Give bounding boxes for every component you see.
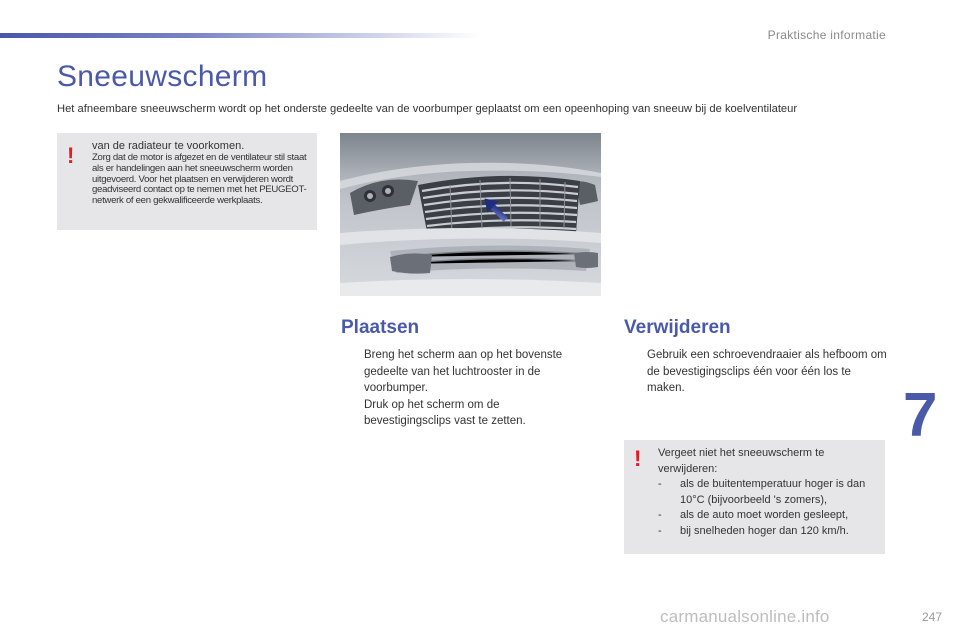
step-item (341, 397, 586, 430)
exclamation-icon: ! (634, 446, 642, 471)
page-number: 247 (921, 610, 942, 624)
warning-first-line: van de radiateur te voorkomen. (92, 140, 245, 152)
header-accent-bar (0, 33, 480, 38)
dash-bullet: - (658, 524, 662, 537)
warning-box-bottom (624, 440, 885, 554)
warning-item-text: als de buitentemperatuur hoger is dan 10°C (bijvoorbeeld 's zomers), (680, 478, 866, 506)
warning-item-text: als de auto moet worden gesleept, (680, 509, 849, 522)
warning-body: Zorg dat de motor is afgezet en de ventilateur stil staat als er handelingen aan het sneeuwscherm worden uitgevoerd. Voor het plaatsen en verwijderen wordt geadviseerd contact op te nemen met het PEUGEOT-netwerk of een gekwalificeerde werkplaats. (92, 152, 307, 207)
page-title: Sneeuwscherm (57, 60, 268, 93)
warning-body (658, 446, 880, 540)
warning-item (658, 477, 880, 508)
watermark: carmanualsonline.info (660, 607, 830, 626)
chapter-number: 7 (903, 381, 938, 450)
dash-bullet: - (658, 509, 662, 522)
step-item (624, 347, 889, 397)
warning-item (658, 524, 880, 540)
dash-bullet: - (658, 478, 662, 491)
warning-item-text: bij snelheden hoger dan 120 km/h. (680, 524, 849, 537)
step-text: Druk op het scherm om de bevestigingsclips vast te zetten. (364, 398, 526, 427)
section-label: Praktische informatie (767, 28, 886, 42)
plaatsen-steps (341, 347, 586, 430)
warning-intro: Vergeet niet het sneeuwscherm te verwijderen: (658, 447, 825, 475)
exclamation-icon: ! (67, 143, 75, 168)
warning-box-top (57, 133, 317, 230)
warning-item (658, 508, 880, 524)
verwijderen-steps (624, 347, 889, 397)
step-text: Breng het scherm aan op het bovenste gedeelte van het luchtrooster in de voorbumper. (364, 349, 563, 394)
step-text: Gebruik een schroevendraaier als hefboom om de bevestigingsclips één voor één los te maken. (647, 349, 887, 394)
plaatsen-heading: Plaatsen (341, 317, 420, 338)
verwijderen-heading: Verwijderen (624, 317, 731, 338)
intro-text: Het afneembare sneeuwscherm wordt op het onderste gedeelte van de voorbumper geplaatst om een opeenhoping van sneeuw bij de koelventilateur (57, 103, 798, 115)
car-front-grille-image (340, 133, 601, 296)
step-item (341, 347, 586, 397)
